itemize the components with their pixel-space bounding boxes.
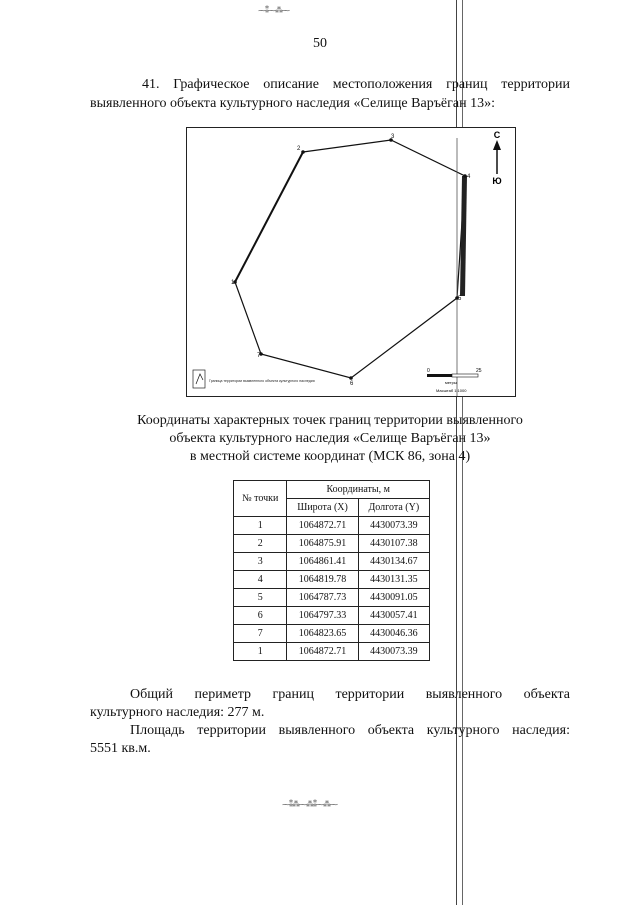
header-point: № точки (234, 481, 287, 517)
cell-point: 5 (234, 589, 287, 607)
scan-smudge: ⁓⁑⁓⁂⁓ (258, 6, 289, 15)
cell-y: 4430091.05 (358, 589, 429, 607)
cell-x: 1064787.73 (287, 589, 358, 607)
perimeter-line-1: Общий периметр границ территории выявленного объекта (130, 687, 570, 702)
vertex-label: 6 (350, 381, 354, 387)
vertex-label: 5 (458, 296, 462, 302)
boundary-stroke (460, 176, 467, 296)
cell-y: 4430073.39 (358, 643, 429, 661)
vertex-marker (301, 150, 305, 154)
table-row (234, 553, 430, 571)
cell-y: 4430107.38 (358, 535, 429, 553)
table-row (234, 571, 430, 589)
area-line-1: Площадь территории выявленного объекта культурного наследия: (130, 723, 570, 738)
scale-bar (427, 368, 482, 393)
scale-zero-label: 0 (427, 368, 430, 374)
cell-x: 1064872.71 (287, 517, 358, 535)
perimeter-paragraph (90, 686, 570, 722)
cell-x: 1064797.33 (287, 607, 358, 625)
scale-text: Масштаб 1:1000 (436, 388, 467, 393)
cell-x: 1064823.65 (287, 625, 358, 643)
table-row (234, 589, 430, 607)
compass-south-label: Ю (492, 176, 502, 186)
coordinates-title-line-1: Координаты характерных точек границ территории выявленного (137, 413, 523, 428)
area-line-2: 5551 кв.м. (90, 741, 151, 756)
cell-point: 1 (234, 643, 287, 661)
table-row (234, 607, 430, 625)
page-number: 50 (313, 36, 327, 51)
boundary-map-svg (187, 128, 515, 396)
coordinates-table (233, 480, 430, 661)
cell-y: 4430131.35 (358, 571, 429, 589)
boundary-stroke (235, 152, 303, 282)
legend-box (193, 370, 205, 388)
coordinates-title-line-2: объекта культурного наследия «Селище Варъёган 13» (169, 431, 491, 446)
cell-point: 3 (234, 553, 287, 571)
scan-smudge: ⁓⁑⁂⁓⁂⁑⁓⁂⁓ (282, 800, 337, 809)
coordinates-title (90, 412, 570, 466)
cell-x: 1064861.41 (287, 553, 358, 571)
scale-segment (427, 374, 452, 377)
scale-unit-label: метры (445, 380, 457, 385)
scale-max-label: 25 (476, 368, 482, 374)
compass (492, 130, 501, 186)
compass-north-label: С (493, 130, 501, 140)
cell-point: 7 (234, 625, 287, 643)
cell-x: 1064875.91 (287, 535, 358, 553)
table-row (234, 535, 430, 553)
vertex-label: 3 (391, 134, 395, 140)
coordinates-title-line-3: в местной системе координат (МСК 86, зона 4) (189, 449, 471, 464)
heading-line-2: выявленного объекта культурного наследия «Селище Варъёган 13»: (90, 96, 495, 111)
area-paragraph (90, 722, 570, 758)
cell-point: 1 (234, 517, 287, 535)
cell-x: 1064819.78 (287, 571, 358, 589)
cell-y: 4430073.39 (358, 517, 429, 535)
cell-y: 4430046.36 (358, 625, 429, 643)
boundary-polygon (235, 140, 465, 378)
table-row (234, 517, 430, 535)
cell-point: 2 (234, 535, 287, 553)
header-latitude: Широта (X) (287, 499, 358, 517)
table-row (234, 643, 430, 661)
cell-y: 4430134.67 (358, 553, 429, 571)
section-heading (90, 75, 570, 113)
vertex-markers (233, 138, 467, 380)
vertex-label: 7 (257, 353, 261, 359)
header-coordinates: Координаты, м (287, 481, 430, 499)
cell-point: 6 (234, 607, 287, 625)
vertex-label: 4 (467, 174, 471, 180)
header-longitude: Долгота (Y) (358, 499, 429, 517)
cell-point: 4 (234, 571, 287, 589)
perimeter-line-2: культурного наследия: 277 м. (90, 705, 265, 720)
boundary-map (186, 127, 516, 397)
table-row (234, 625, 430, 643)
legend-symbol (196, 374, 203, 384)
map-legend (193, 370, 315, 388)
coordinates-body (234, 517, 430, 661)
legend-text: Граница территории выявленного объекта культурного наследия (209, 379, 315, 383)
heading-line-1: 41. Графическое описание местоположения границ территории (142, 77, 570, 92)
vertex-marker (349, 376, 353, 380)
cell-x: 1064872.71 (287, 643, 358, 661)
cell-y: 4430057.41 (358, 607, 429, 625)
scale-segment (452, 374, 478, 377)
vertex-label: 2 (297, 146, 301, 152)
vertex-label: 1 (231, 280, 235, 286)
